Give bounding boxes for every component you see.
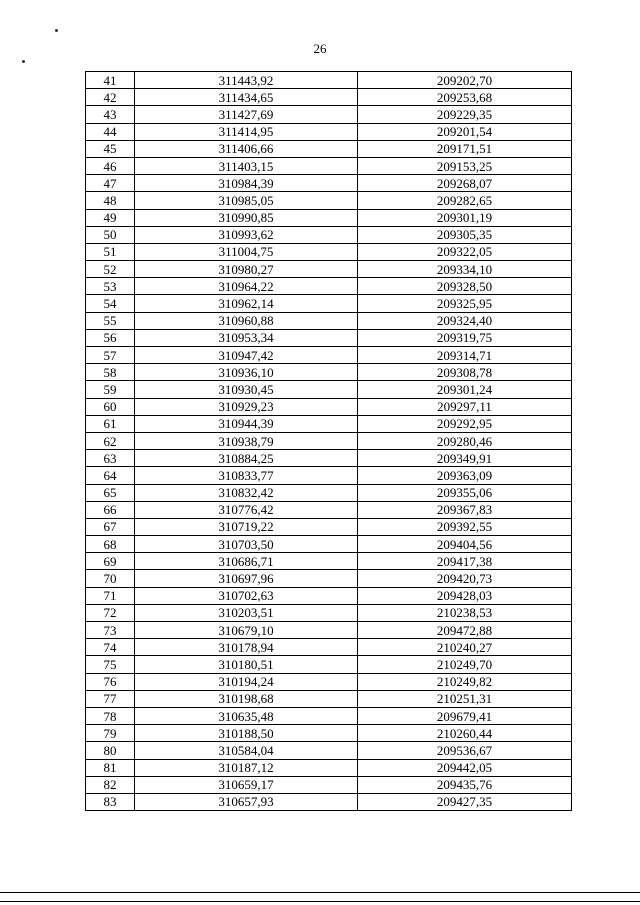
x-coordinate-cell: 310657,93 — [135, 793, 358, 810]
x-coordinate-cell: 310697,96 — [135, 570, 358, 587]
y-coordinate-cell: 209363,09 — [358, 467, 572, 484]
x-coordinate-cell: 310936,10 — [135, 364, 358, 381]
x-coordinate-cell: 310776,42 — [135, 501, 358, 518]
point-number-cell: 70 — [86, 570, 135, 587]
y-coordinate-cell: 209292,95 — [358, 415, 572, 432]
point-number-cell: 73 — [86, 622, 135, 639]
x-coordinate-cell: 310198,68 — [135, 690, 358, 707]
table-row — [86, 415, 572, 432]
table-row — [86, 329, 572, 346]
table-row — [86, 89, 572, 106]
x-coordinate-cell: 311427,69 — [135, 106, 358, 123]
table-row — [86, 209, 572, 226]
table-row — [86, 793, 572, 810]
point-number-cell: 79 — [86, 725, 135, 742]
point-number-cell: 66 — [86, 501, 135, 518]
x-coordinate-cell: 310984,39 — [135, 175, 358, 192]
table-row — [86, 226, 572, 243]
point-number-cell: 69 — [86, 553, 135, 570]
point-number-cell: 68 — [86, 536, 135, 553]
table-row — [86, 261, 572, 278]
x-coordinate-cell: 310702,63 — [135, 587, 358, 604]
table-row — [86, 484, 572, 501]
table-row — [86, 536, 572, 553]
x-coordinate-cell: 311434,65 — [135, 89, 358, 106]
x-coordinate-cell: 310990,85 — [135, 209, 358, 226]
x-coordinate-cell: 310832,42 — [135, 484, 358, 501]
x-coordinate-cell: 310947,42 — [135, 347, 358, 364]
y-coordinate-cell: 209314,71 — [358, 347, 572, 364]
x-coordinate-cell: 311403,15 — [135, 157, 358, 174]
y-coordinate-cell: 209308,78 — [358, 364, 572, 381]
point-number-cell: 60 — [86, 398, 135, 415]
y-coordinate-cell: 210260,44 — [358, 725, 572, 742]
table-row — [86, 243, 572, 260]
coordinates-table — [85, 71, 572, 811]
y-coordinate-cell: 209472,88 — [358, 622, 572, 639]
y-coordinate-cell: 209435,76 — [358, 776, 572, 793]
point-number-cell: 56 — [86, 329, 135, 346]
x-coordinate-cell: 310584,04 — [135, 742, 358, 759]
point-number-cell: 51 — [86, 243, 135, 260]
x-coordinate-cell: 310980,27 — [135, 261, 358, 278]
y-coordinate-cell: 209324,40 — [358, 312, 572, 329]
x-coordinate-cell: 310962,14 — [135, 295, 358, 312]
point-number-cell: 57 — [86, 347, 135, 364]
y-coordinate-cell: 210249,82 — [358, 673, 572, 690]
table-row — [86, 690, 572, 707]
table-row — [86, 776, 572, 793]
x-coordinate-cell: 310203,51 — [135, 604, 358, 621]
point-number-cell: 58 — [86, 364, 135, 381]
point-number-cell: 72 — [86, 604, 135, 621]
y-coordinate-cell: 209325,95 — [358, 295, 572, 312]
x-coordinate-cell: 311004,75 — [135, 243, 358, 260]
table-row — [86, 707, 572, 724]
point-number-cell: 81 — [86, 759, 135, 776]
point-number-cell: 50 — [86, 226, 135, 243]
point-number-cell: 75 — [86, 656, 135, 673]
table-row — [86, 467, 572, 484]
x-coordinate-cell: 310833,77 — [135, 467, 358, 484]
x-coordinate-cell: 310659,17 — [135, 776, 358, 793]
table-row — [86, 432, 572, 449]
point-number-cell: 78 — [86, 707, 135, 724]
point-number-cell: 62 — [86, 432, 135, 449]
x-coordinate-cell: 310944,39 — [135, 415, 358, 432]
y-coordinate-cell: 209355,06 — [358, 484, 572, 501]
y-coordinate-cell: 209679,41 — [358, 707, 572, 724]
table-row — [86, 518, 572, 535]
point-number-cell: 46 — [86, 157, 135, 174]
x-coordinate-cell: 310929,23 — [135, 398, 358, 415]
x-coordinate-cell: 310178,94 — [135, 639, 358, 656]
table-row — [86, 622, 572, 639]
table-row — [86, 347, 572, 364]
x-coordinate-cell: 310884,25 — [135, 450, 358, 467]
point-number-cell: 42 — [86, 89, 135, 106]
table-row — [86, 450, 572, 467]
point-number-cell: 59 — [86, 381, 135, 398]
y-coordinate-cell: 209253,68 — [358, 89, 572, 106]
y-coordinate-cell: 209297,11 — [358, 398, 572, 415]
y-coordinate-cell: 209536,67 — [358, 742, 572, 759]
y-coordinate-cell: 209229,35 — [358, 106, 572, 123]
table-row — [86, 106, 572, 123]
point-number-cell: 67 — [86, 518, 135, 535]
table-row — [86, 725, 572, 742]
table-row — [86, 673, 572, 690]
y-coordinate-cell: 209420,73 — [358, 570, 572, 587]
table-row — [86, 123, 572, 140]
point-number-cell: 49 — [86, 209, 135, 226]
point-number-cell: 47 — [86, 175, 135, 192]
table-row — [86, 553, 572, 570]
table-row — [86, 604, 572, 621]
y-coordinate-cell: 209404,56 — [358, 536, 572, 553]
y-coordinate-cell: 209428,03 — [358, 587, 572, 604]
y-coordinate-cell: 209171,51 — [358, 140, 572, 157]
table-row — [86, 639, 572, 656]
x-coordinate-cell: 310188,50 — [135, 725, 358, 742]
y-coordinate-cell: 210249,70 — [358, 656, 572, 673]
point-number-cell: 63 — [86, 450, 135, 467]
point-number-cell: 65 — [86, 484, 135, 501]
point-number-cell: 77 — [86, 690, 135, 707]
table-row — [86, 570, 572, 587]
y-coordinate-cell: 209322,05 — [358, 243, 572, 260]
table-row — [86, 140, 572, 157]
scan-speck — [22, 60, 25, 63]
point-number-cell: 74 — [86, 639, 135, 656]
y-coordinate-cell: 209319,75 — [358, 329, 572, 346]
table-row — [86, 501, 572, 518]
table-row — [86, 175, 572, 192]
point-number-cell: 61 — [86, 415, 135, 432]
y-coordinate-cell: 210251,31 — [358, 690, 572, 707]
x-coordinate-cell: 310964,22 — [135, 278, 358, 295]
point-number-cell: 54 — [86, 295, 135, 312]
point-number-cell: 71 — [86, 587, 135, 604]
table-row — [86, 364, 572, 381]
coordinates-table-body — [86, 72, 572, 811]
y-coordinate-cell: 209367,83 — [358, 501, 572, 518]
y-coordinate-cell: 210240,27 — [358, 639, 572, 656]
x-coordinate-cell: 310703,50 — [135, 536, 358, 553]
point-number-cell: 43 — [86, 106, 135, 123]
y-coordinate-cell: 209427,35 — [358, 793, 572, 810]
x-coordinate-cell: 310953,34 — [135, 329, 358, 346]
x-coordinate-cell: 310938,79 — [135, 432, 358, 449]
y-coordinate-cell: 209417,38 — [358, 553, 572, 570]
table-row — [86, 656, 572, 673]
point-number-cell: 55 — [86, 312, 135, 329]
y-coordinate-cell: 209268,07 — [358, 175, 572, 192]
table-row — [86, 381, 572, 398]
point-number-cell: 44 — [86, 123, 135, 140]
x-coordinate-cell: 310180,51 — [135, 656, 358, 673]
table-row — [86, 587, 572, 604]
x-coordinate-cell: 310679,10 — [135, 622, 358, 639]
table-row — [86, 278, 572, 295]
x-coordinate-cell: 310930,45 — [135, 381, 358, 398]
table-row — [86, 312, 572, 329]
table-row — [86, 72, 572, 89]
y-coordinate-cell: 210238,53 — [358, 604, 572, 621]
table-row — [86, 759, 572, 776]
point-number-cell: 48 — [86, 192, 135, 209]
point-number-cell: 53 — [86, 278, 135, 295]
y-coordinate-cell: 209153,25 — [358, 157, 572, 174]
y-coordinate-cell: 209201,54 — [358, 123, 572, 140]
point-number-cell: 82 — [86, 776, 135, 793]
y-coordinate-cell: 209305,35 — [358, 226, 572, 243]
y-coordinate-cell: 209202,70 — [358, 72, 572, 89]
table-row — [86, 742, 572, 759]
point-number-cell: 45 — [86, 140, 135, 157]
y-coordinate-cell: 209334,10 — [358, 261, 572, 278]
y-coordinate-cell: 209280,46 — [358, 432, 572, 449]
x-coordinate-cell: 310993,62 — [135, 226, 358, 243]
footer-rule — [0, 892, 640, 902]
x-coordinate-cell: 310187,12 — [135, 759, 358, 776]
x-coordinate-cell: 310985,05 — [135, 192, 358, 209]
scan-speck — [55, 29, 58, 32]
x-coordinate-cell: 311414,95 — [135, 123, 358, 140]
table-row — [86, 295, 572, 312]
x-coordinate-cell: 310686,71 — [135, 553, 358, 570]
y-coordinate-cell: 209328,50 — [358, 278, 572, 295]
x-coordinate-cell: 311406,66 — [135, 140, 358, 157]
y-coordinate-cell: 209442,05 — [358, 759, 572, 776]
point-number-cell: 83 — [86, 793, 135, 810]
y-coordinate-cell: 209349,91 — [358, 450, 572, 467]
point-number-cell: 80 — [86, 742, 135, 759]
table-row — [86, 157, 572, 174]
table-row — [86, 398, 572, 415]
table-row — [86, 192, 572, 209]
x-coordinate-cell: 310960,88 — [135, 312, 358, 329]
point-number-cell: 64 — [86, 467, 135, 484]
point-number-cell: 52 — [86, 261, 135, 278]
y-coordinate-cell: 209301,19 — [358, 209, 572, 226]
x-coordinate-cell: 311443,92 — [135, 72, 358, 89]
x-coordinate-cell: 310719,22 — [135, 518, 358, 535]
point-number-cell: 76 — [86, 673, 135, 690]
page-number: 26 — [313, 41, 327, 56]
x-coordinate-cell: 310194,24 — [135, 673, 358, 690]
y-coordinate-cell: 209282,65 — [358, 192, 572, 209]
x-coordinate-cell: 310635,48 — [135, 707, 358, 724]
y-coordinate-cell: 209392,55 — [358, 518, 572, 535]
point-number-cell: 41 — [86, 72, 135, 89]
y-coordinate-cell: 209301,24 — [358, 381, 572, 398]
